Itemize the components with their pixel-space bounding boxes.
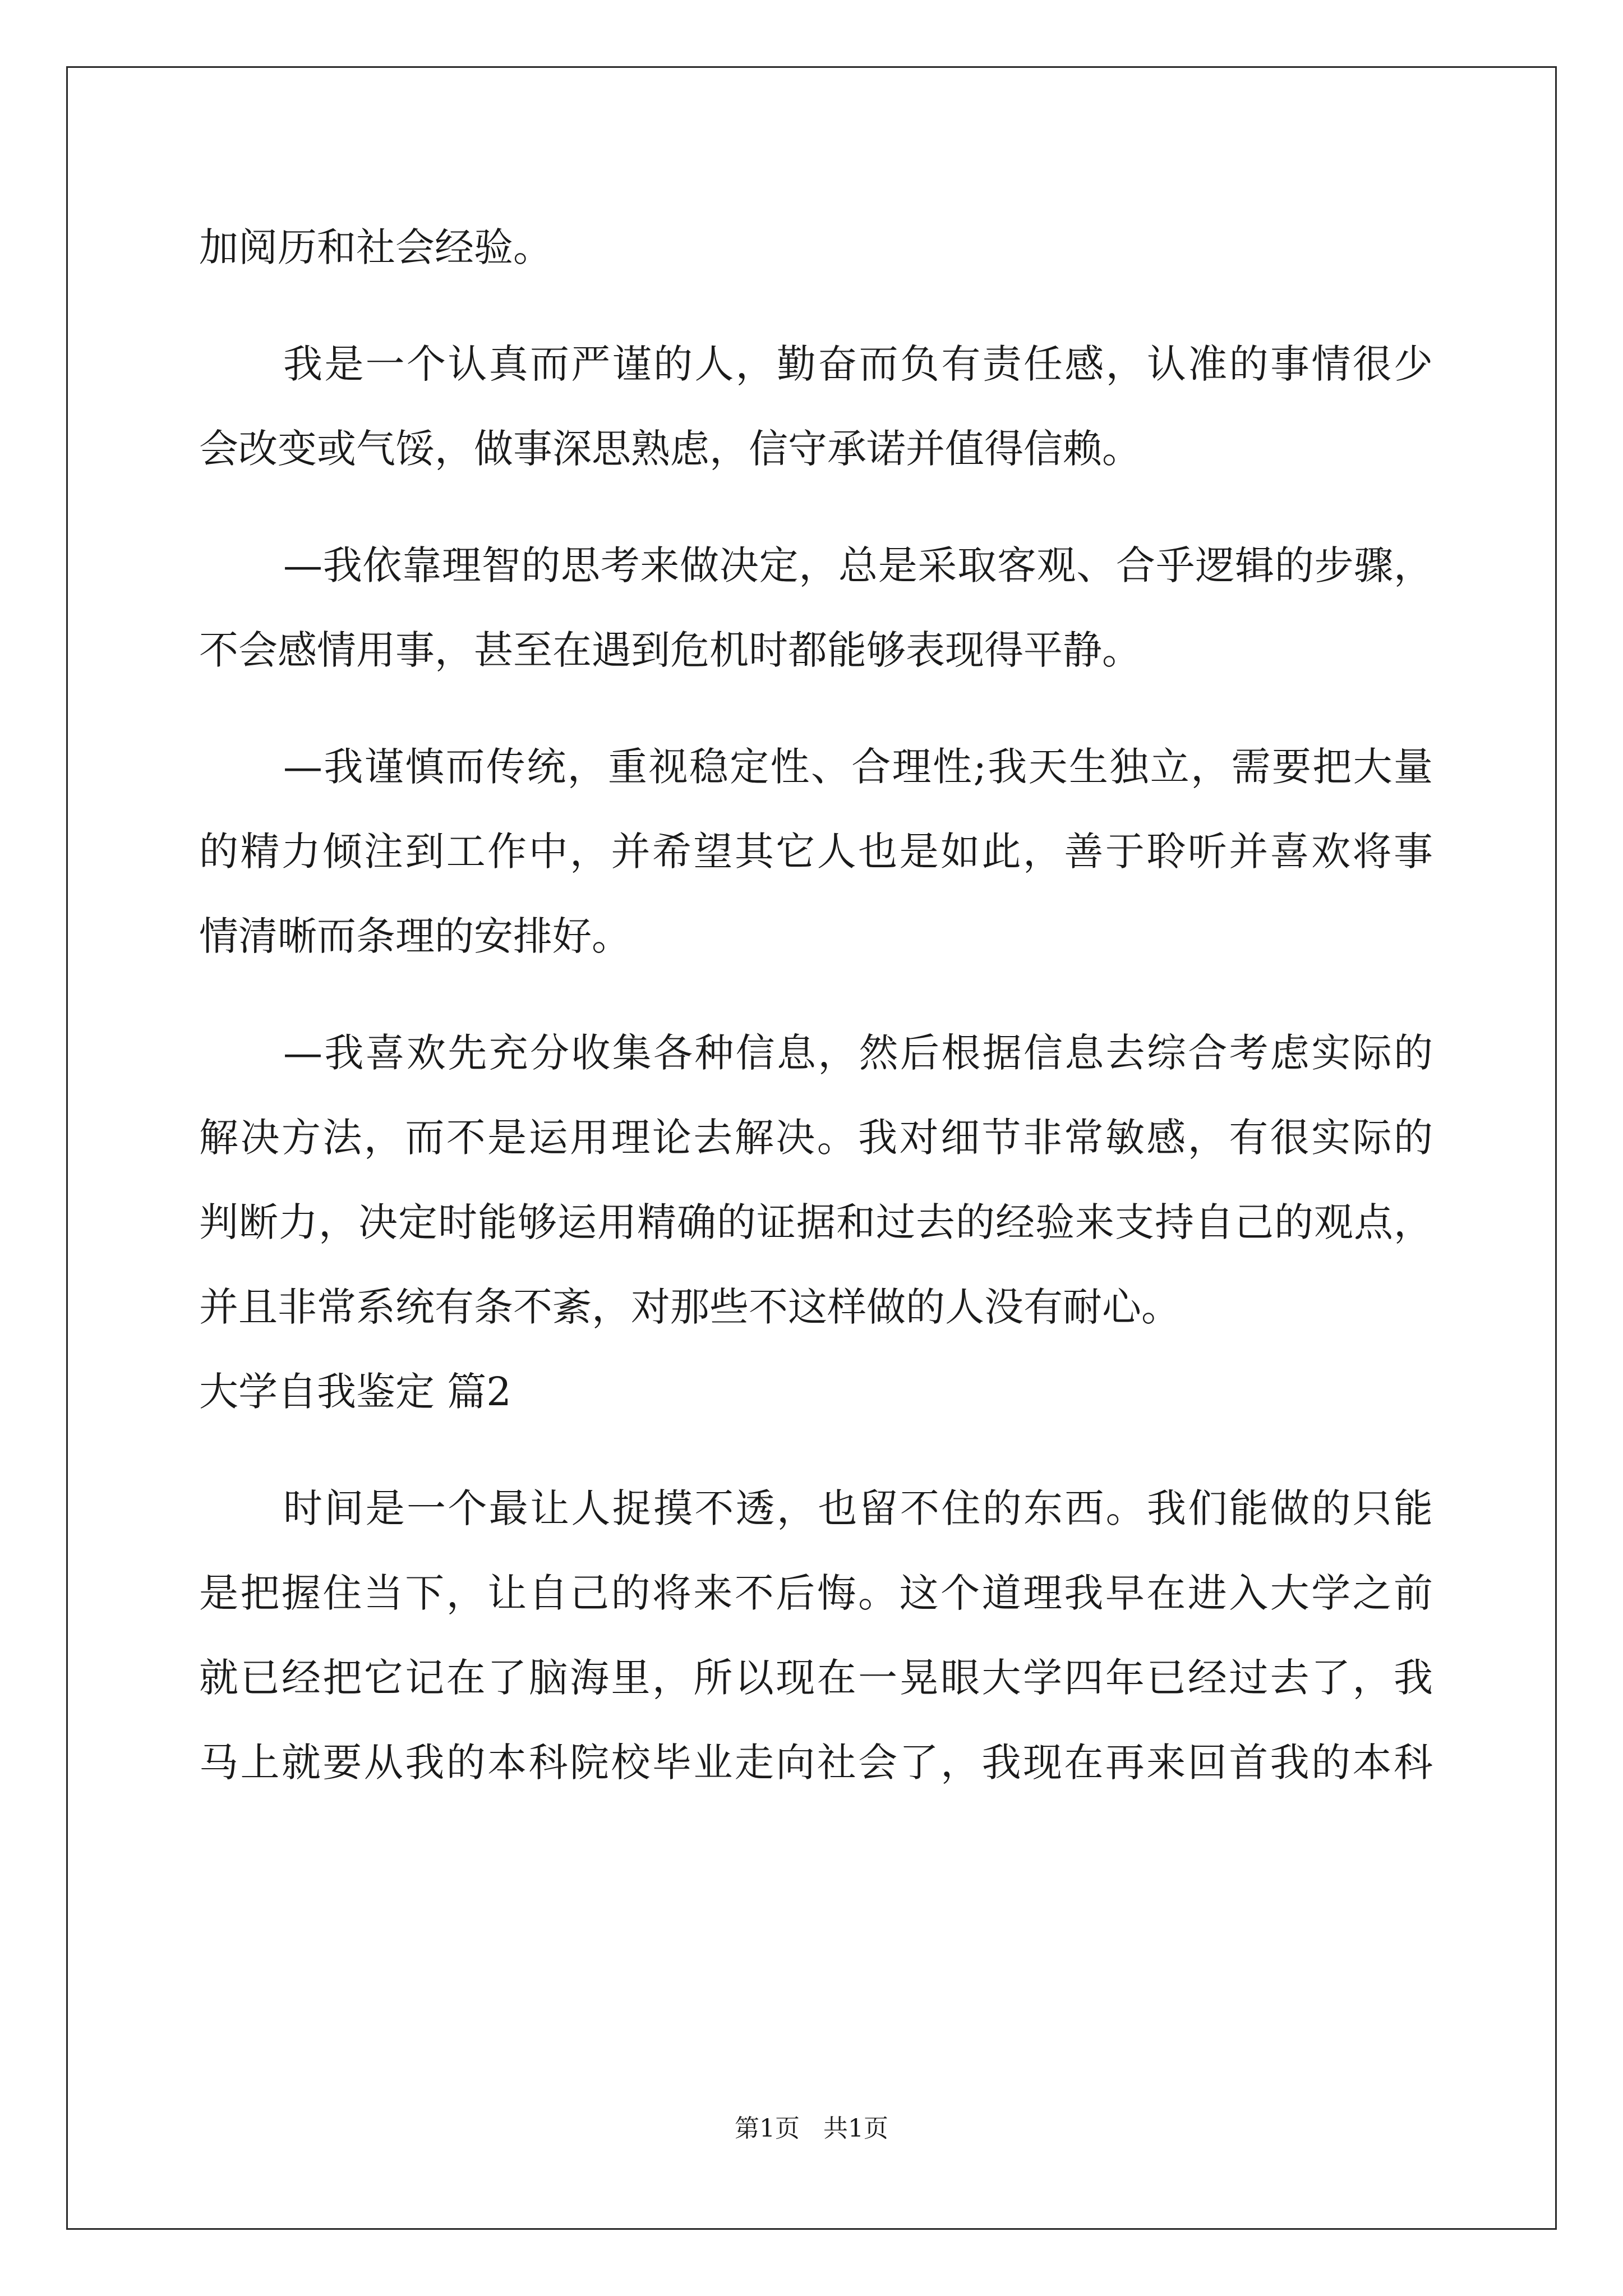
page-footer: [0, 2116, 1623, 2141]
document-body: [199, 208, 1433, 1786]
body-text-line: 不会感情用事，甚至在遇到危机时都能够表现得平静。: [199, 627, 1141, 673]
body-text-line: 并且非常系统有条不紊，对那些不这样做的人没有耐心。: [199, 1284, 1181, 1330]
body-text-line: 情清晰而条理的安排好。: [199, 913, 631, 959]
paragraph-first-line: —我依靠理智的思考来做决定，总是采取客观、合乎逻辑的步骤，: [283, 542, 1433, 588]
body-text-line: 判断力，决定时能够运用精确的证据和过去的经验来支持自己的观点，: [199, 1199, 1433, 1245]
paragraph-first-line: —我喜欢先充分收集各种信息，然后根据信息去综合考虑实际的: [283, 1030, 1433, 1076]
body-text-line: 马上就要从我的本科院校毕业走向社会了，我现在再来回首我的本科: [199, 1740, 1433, 1786]
body-text-line: 加阅历和社会经验。: [199, 224, 552, 270]
body-text-line: 解决方法，而不是运用理论去解决。我对细节非常敏感，有很实际的: [199, 1115, 1433, 1161]
paragraph-first-line: —我谨慎而传统，重视稳定性、合理性;我天生独立，需要把大量: [283, 744, 1433, 790]
section-heading: 大学自我鉴定 篇2: [199, 1369, 511, 1415]
paragraph-first-line: 我是一个认真而严谨的人，勤奋而负有责任感，认准的事情很少: [283, 341, 1433, 387]
page-number-label: 第1页 共1页: [735, 2114, 888, 2143]
body-text-line: 就已经把它记在了脑海里，所以现在一晃眼大学四年已经过去了，我: [199, 1655, 1433, 1701]
body-text-line: 的精力倾注到工作中，并希望其它人也是如此，善于聆听并喜欢将事: [199, 829, 1433, 875]
body-text-line: 是把握住当下，让自己的将来不后悔。这个道理我早在进入大学之前: [199, 1570, 1433, 1616]
paragraph-first-line: 时间是一个最让人捉摸不透，也留不住的东西。我们能做的只能: [283, 1485, 1433, 1531]
body-text-line: 会改变或气馁，做事深思熟虑，信守承诺并值得信赖。: [199, 426, 1141, 472]
